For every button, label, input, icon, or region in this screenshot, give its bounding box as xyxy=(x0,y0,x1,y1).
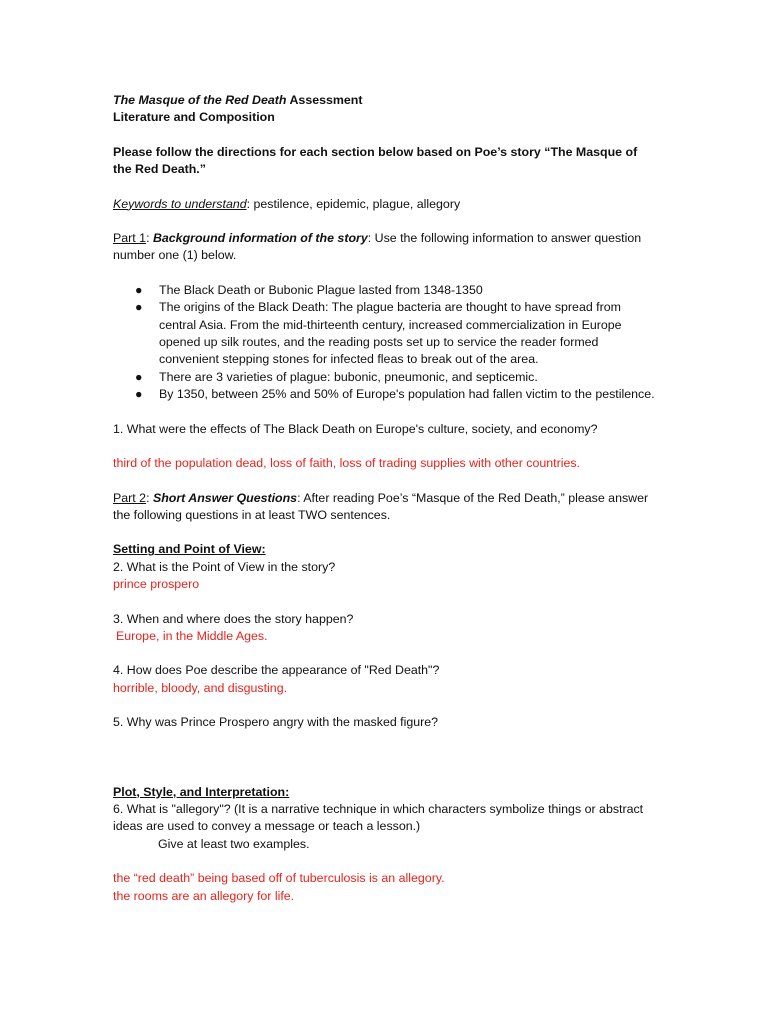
story-title: The Masque of the Red Death xyxy=(113,93,287,107)
list-item xyxy=(135,369,658,386)
list-item xyxy=(135,299,658,369)
keywords-label: Keywords to understand xyxy=(113,196,247,211)
question-3: 3. When and where does the story happen? xyxy=(113,611,354,626)
background-facts-list xyxy=(113,282,658,404)
keywords-list: : pestilence, epidemic, plague, allegory xyxy=(246,196,461,211)
bullet-icon: ● xyxy=(135,282,143,297)
part1-instructions: : Use the following information to answer question number one (1) below. xyxy=(113,231,642,263)
bullet-icon: ● xyxy=(135,387,143,402)
keywords-line xyxy=(113,196,658,213)
question-6: 6. What is "allegory"? (It is a narrative technique in which characters symbolize things or abstract ideas are used to convey a message or teach a lesson.) xyxy=(113,801,644,834)
directions-text: Please follow the directions for each section below based on Poe’s story “The Masque of the Red Death.” xyxy=(113,144,638,177)
part2-intro xyxy=(113,490,658,525)
part1-intro xyxy=(113,230,658,265)
part2-sep: : xyxy=(146,490,153,505)
question-1: 1. What were the effects of The Black Death on Europe's culture, society, and economy? xyxy=(113,421,598,436)
list-item xyxy=(135,386,658,403)
bullet-icon: ● xyxy=(135,369,143,384)
part1-label: Part 1 xyxy=(113,231,147,246)
bullet-text: The Black Death or Bubonic Plague lasted from 1348-1350 xyxy=(159,282,483,297)
question-2: 2. What is the Point of View in the story? xyxy=(113,559,336,574)
question-6-sub: Give at least two examples. xyxy=(158,836,310,851)
bullet-text: The origins of the Black Death: The plague bacteria are thought to have spread from central Asia. From the mid-thirteenth century, increased commercialization in Europe opened up silk routes, and the reading posts set up to service the reader formed convenient stepping stones for infected fleas to break out of the area. xyxy=(159,300,622,367)
part2-heading: Short Answer Questions xyxy=(152,490,298,505)
setting-section-heading: Setting and Point of View: xyxy=(113,542,266,557)
answer-6-line-2: the rooms are an allegory for life. xyxy=(113,888,295,903)
bullet-icon: ● xyxy=(135,300,143,315)
question-5: 5. Why was Prince Prospero angry with the masked figure? xyxy=(113,715,439,730)
list-item xyxy=(135,282,658,299)
answer-1: third of the population dead, loss of faith, loss of trading supplies with other countries. xyxy=(113,456,580,471)
part2-instructions: : After reading Poe’s “Masque of the Red Death,” please answer the following questions in at least TWO sentences. xyxy=(113,490,649,522)
answer-6-line-1: the “red death” being based off of tuberculosis is an allegory. xyxy=(113,871,445,886)
course-subtitle: Literature and Composition xyxy=(113,110,275,125)
bullet-text: By 1350, between 25% and 50% of Europe's population had fallen victim to the pestilence. xyxy=(159,387,655,402)
part1-sep: : xyxy=(146,231,153,246)
bullet-text: There are 3 varieties of plague: bubonic, pneumonic, and septicemic. xyxy=(159,369,538,384)
title-suffix: Assessment xyxy=(286,93,363,107)
plot-section-heading: Plot, Style, and Interpretation: xyxy=(113,784,290,799)
assessment-document xyxy=(113,92,658,905)
answer-4: horrible, bloody, and disgusting. xyxy=(113,680,288,695)
part2-label: Part 2 xyxy=(113,490,147,505)
answer-2: prince prospero xyxy=(113,577,200,592)
question-4: 4. How does Poe describe the appearance of "Red Death"? xyxy=(113,663,440,678)
part1-heading: Background information of the story xyxy=(152,231,368,246)
document-title xyxy=(113,92,658,109)
answer-3: Europe, in the Middle Ages. xyxy=(116,628,268,643)
